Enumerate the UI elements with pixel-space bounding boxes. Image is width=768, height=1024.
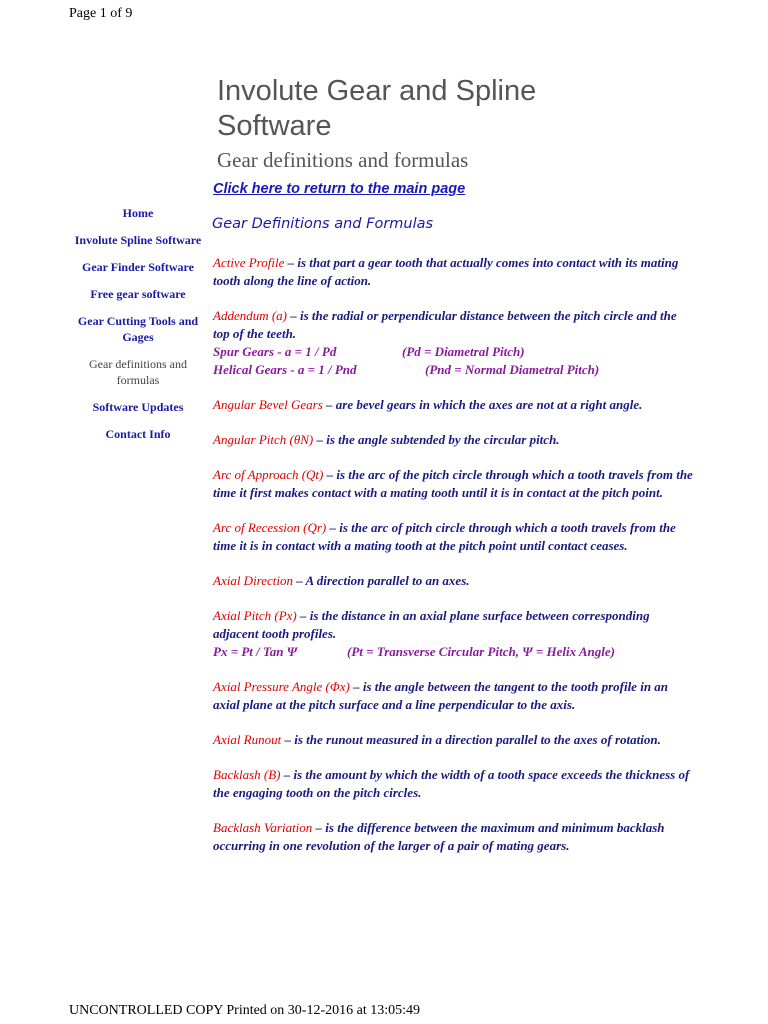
formula-line — [213, 361, 695, 379]
definition-text: – is the arc of pitch circle through which a tooth travels from the time it is in contact with a mating tooth at the pitch point until contact ceases. — [213, 520, 676, 553]
definition-entry — [213, 519, 695, 555]
definition-term: Axial Pitch (Px) — [213, 608, 297, 623]
formula: Helical Gears - a = 1 / Pnd — [213, 362, 357, 377]
definition-text: – is the distance in an axial plane surface between corresponding adjacent tooth profiles. — [213, 608, 650, 641]
page-subtitle: Gear definitions and formulas — [217, 148, 469, 172]
definition-text: – A direction parallel to an axes. — [293, 573, 470, 588]
definition-entry — [213, 254, 695, 290]
definition-text: – is the arc of the pitch circle through which a tooth travels from the time it first makes contact with a mating tooth until it is in contact at the pitch point. — [213, 467, 693, 500]
definition-term: Axial Runout — [213, 732, 282, 747]
definition-text: – is the runout measured in a direction parallel to the axes of rotation. — [281, 732, 661, 747]
definitions-list — [213, 254, 695, 872]
formula-note: (Pnd = Normal Diametral Pitch) — [425, 362, 600, 377]
sidebar-item-gear-cutting-tools[interactable]: Gear Cutting Tools and Gages — [77, 314, 199, 344]
sidebar-item-contact-info[interactable]: Contact Info — [105, 427, 171, 441]
definition-entry — [213, 731, 695, 749]
formula-note: (Pd = Diametral Pitch) — [402, 344, 525, 359]
definition-term: Angular Pitch (θN) — [213, 432, 314, 447]
definition-text: – is that part a gear tooth that actually comes into contact with its mating tooth along the line of action. — [213, 255, 679, 288]
sidebar-item-gear-definitions-current: Gear definitions and formulas — [89, 357, 187, 387]
section-heading: Gear Definitions and Formulas — [212, 216, 434, 232]
definition-entry — [213, 819, 695, 855]
sidebar-item-involute-spline-software[interactable]: Involute Spline Software — [74, 233, 202, 247]
definition-entry — [213, 572, 695, 590]
definition-term: Angular Bevel Gears — [213, 397, 323, 412]
return-main-page-link[interactable]: Click here to return to the main page — [213, 181, 466, 197]
definition-term: Backlash Variation — [213, 820, 313, 835]
definition-term: Addendum (a) — [213, 308, 288, 323]
print-footer: UNCONTROLLED COPY Printed on 30-12-2016 at 13:05:49 — [69, 1003, 421, 1018]
definition-text: – is the angle subtended by the circular pitch. — [313, 432, 560, 447]
definition-entry — [213, 678, 695, 714]
sidebar-item-home[interactable]: Home — [122, 206, 154, 220]
definition-text: – is the radial or perpendicular distance between the pitch circle and the top of the teeth. — [213, 308, 677, 341]
formula-line — [213, 343, 695, 361]
formula-line — [213, 643, 695, 661]
definition-term: Axial Pressure Angle (Φx) — [213, 679, 350, 694]
definition-entry — [213, 466, 695, 502]
sidebar-item-software-updates[interactable]: Software Updates — [92, 400, 184, 414]
definition-entry — [213, 766, 695, 802]
definition-text: – is the difference between the maximum and minimum backlash occurring in one revolution of the larger of a pair of mating gears. — [213, 820, 665, 853]
page-title: Involute Gear and Spline Software — [217, 75, 537, 142]
page-number: Page 1 of 9 — [69, 6, 133, 21]
formula: Spur Gears - a = 1 / Pd — [213, 344, 337, 359]
definition-term: Axial Direction — [213, 573, 294, 588]
formula: Px = Pt / Tan Ψ — [213, 644, 298, 659]
sidebar-nav — [72, 205, 204, 453]
definition-term: Arc of Recession (Qr) — [213, 520, 327, 535]
definition-entry — [213, 307, 695, 379]
definition-text: – are bevel gears in which the axes are not at a right angle. — [322, 397, 643, 412]
definition-entry — [213, 396, 695, 414]
definition-entry — [213, 607, 695, 661]
definition-term: Backlash (B) — [213, 767, 281, 782]
sidebar-item-gear-finder-software[interactable]: Gear Finder Software — [82, 260, 194, 274]
sidebar-item-free-gear-software[interactable]: Free gear software — [90, 287, 186, 301]
formula-note: (Pt = Transverse Circular Pitch, Ψ = Helix Angle) — [347, 644, 615, 659]
definition-text: – is the angle between the tangent to the tooth profile in an axial plane at the pitch surface and a line perpendicular to the axis. — [213, 679, 669, 712]
definition-text: – is the amount by which the width of a tooth space exceeds the thickness of the engaging tooth on the pitch circles. — [213, 767, 690, 800]
definition-entry — [213, 431, 695, 449]
definition-term: Arc of Approach (Qt) — [213, 467, 324, 482]
definition-term: Active Profile — [213, 255, 285, 270]
